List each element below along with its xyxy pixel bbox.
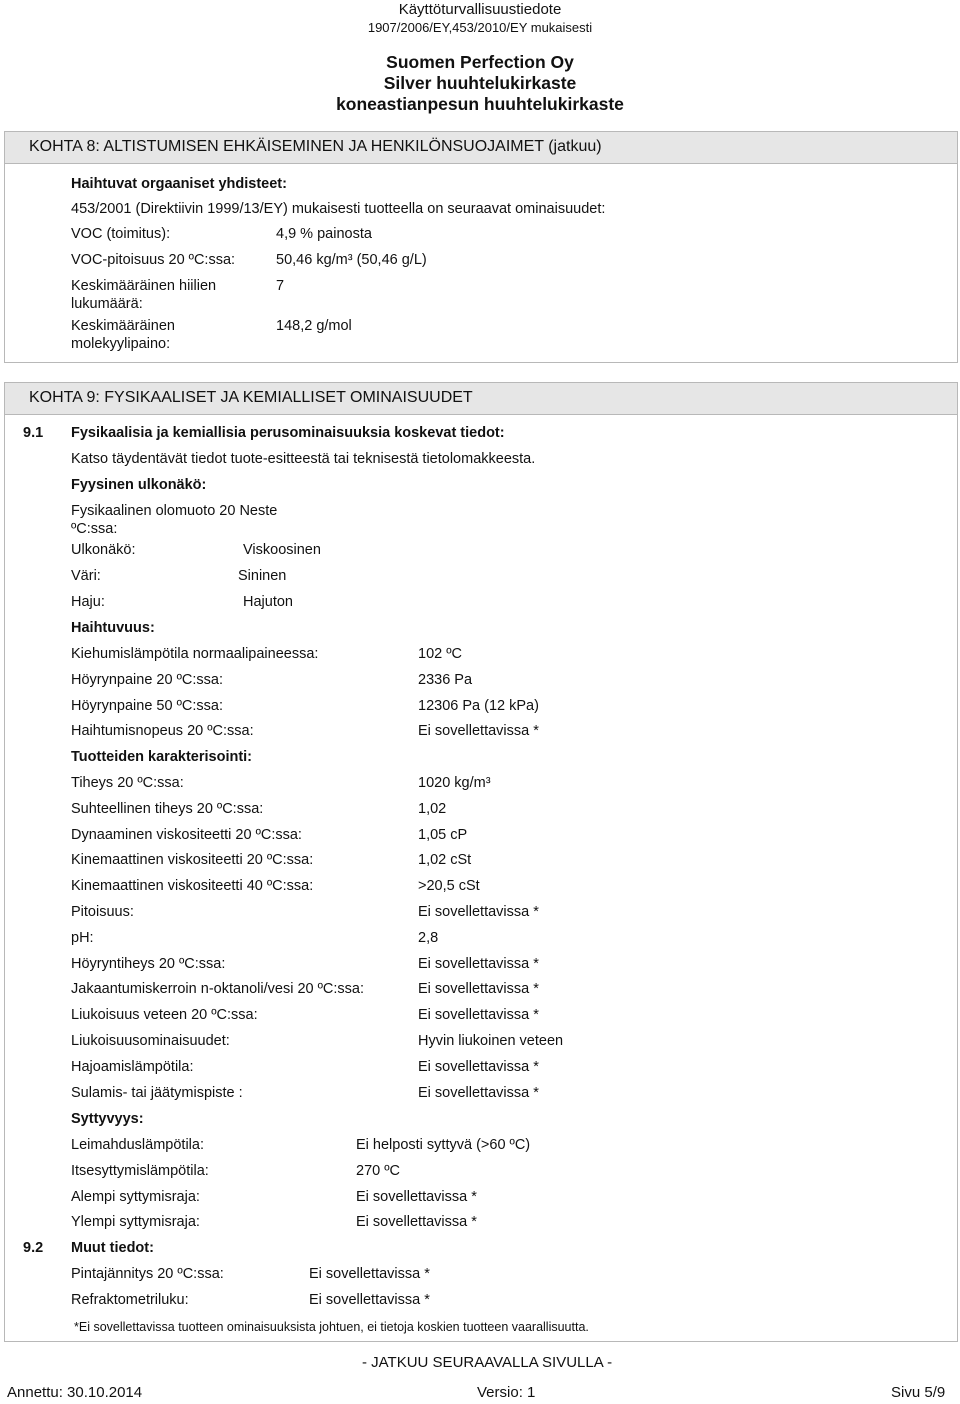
flammability-row-value: 270 ºC (356, 1162, 400, 1179)
appearance-label: Ulkonäkö: (71, 542, 136, 558)
characterisation-row-value: 2,8 (418, 929, 439, 946)
flammability-row-value: Ei sovellettavissa * (356, 1214, 477, 1231)
flammability-row-value: Ei helposti syttyvä (>60 ºC) (356, 1137, 531, 1153)
characterisation-row-label: Jakaantumiskerroin n-oktanoli/vesi 20 ºC:ssa: (71, 981, 365, 998)
subsection-9-1-title: Fysikaalisia ja kemiallisia perusominaisuuksia koskevat tiedot: (71, 425, 505, 441)
page-number: Sivu 5/9 (891, 1384, 946, 1401)
characterisation-row-value: 1020 kg/m³ (418, 775, 491, 791)
characterisation-row-label: Kinemaattinen viskositeetti 20 ºC:ssa: (71, 852, 314, 869)
odour-label: Haju: (71, 594, 105, 610)
characterisation-row-value: 1,02 (418, 800, 447, 817)
subsection-9-1-intro: Katso täydentävät tiedot tuote-esitteestä tai teknisestä tietolomakkeesta. (71, 451, 536, 467)
footnote: *Ei sovellettavissa tuotteen ominaisuuksista johtuen, ei tietoja koskien tuotteen vaarallisuutta. (74, 1320, 589, 1334)
other-info-row-value: Ei sovellettavissa * (309, 1266, 430, 1282)
colour-value: Sininen (238, 568, 287, 584)
characterisation-row-label: Hajoamislämpötila: (71, 1058, 194, 1075)
section-9-title: KOHTA 9: FYSIKAALISET JA KEMIALLISET OMINAISUUDET (29, 389, 473, 406)
characterisation-row-value: Hyvin liukoinen veteen (418, 1033, 564, 1049)
molar-mass-label-2: molekyylipaino: (71, 336, 171, 352)
volatility-heading: Haihtuvuus: (71, 620, 155, 636)
carbon-count-label: Keskimääräinen hiilien (71, 278, 217, 294)
physical-state-line-2: ºC:ssa: (71, 521, 118, 537)
characterisation-row-value: 1,02 cSt (418, 852, 472, 869)
appearance-heading: Fyysinen ulkonäkö: (71, 477, 207, 493)
carbon-count-value: 7 (276, 278, 285, 294)
product-name: Silver huuhtelukirkaste (383, 73, 577, 93)
section-8-title: KOHTA 8: ALTISTUMISEN EHKÄISEMINEN JA HENKILÖNSUOJAIMET (jatkuu) (29, 138, 602, 155)
flammability-row-label: Leimahduslämpötila: (71, 1137, 204, 1153)
characterisation-row-label: Höyryntiheys 20 ºC:ssa: (71, 955, 226, 972)
characterisation-row-value: Ei sovellettavissa * (418, 955, 539, 972)
characterisation-row-label: Tiheys 20 ºC:ssa: (71, 775, 184, 791)
voc-content-value: 50,46 kg/m³ (50,46 g/L) (276, 252, 427, 268)
characterisation-row-value: 1,05 cP (418, 826, 468, 843)
appearance-value: Viskoosinen (243, 542, 321, 558)
volatility-row-value: 102 ºC (418, 646, 462, 662)
characterisation-row-value: Ei sovellettavissa * (418, 1058, 539, 1075)
volatility-row-value: Ei sovellettavissa * (418, 723, 539, 740)
flammability-heading: Syttyvyys: (71, 1111, 144, 1127)
other-info-row-label: Refraktometriluku: (71, 1291, 189, 1308)
characterisation-row-label: pH: (71, 929, 94, 946)
characterisation-row-label: Suhteellinen tiheys 20 ºC:ssa: (71, 800, 264, 817)
characterisation-row-label: Dynaaminen viskositeetti 20 ºC:ssa: (71, 826, 302, 843)
voc-subheading: Haihtuvat orgaaniset yhdisteet: (71, 176, 287, 192)
characterisation-row-value: Ei sovellettavissa * (418, 1084, 539, 1101)
flammability-row-label: Itsesyttymislämpötila: (71, 1162, 209, 1179)
odour-value: Hajuton (243, 594, 293, 610)
section-9-header (4, 382, 958, 415)
characterisation-row-value: Ei sovellettavissa * (418, 1007, 539, 1024)
characterisation-row-value: Ei sovellettavissa * (418, 904, 539, 920)
characterisation-row-value: >20,5 cSt (418, 878, 480, 895)
characterisation-row-label: Pitoisuus: (71, 904, 134, 920)
section-8-header (4, 131, 958, 164)
volatility-row-label: Höyrynpaine 20 ºC:ssa: (71, 671, 223, 688)
characterisation-row-label: Kinemaattinen viskositeetti 40 ºC:ssa: (71, 878, 314, 895)
flammability-row-label: Alempi syttymisraja: (71, 1188, 200, 1205)
subsection-9-1-number: 9.1 (23, 425, 44, 441)
voc-content-label: VOC-pitoisuus 20 ºC:ssa: (71, 252, 236, 268)
company-name: Suomen Perfection Oy (386, 52, 574, 72)
physical-state-line: Fysikaalinen olomuoto 20 Neste (71, 503, 278, 519)
volatility-row-value: 12306 Pa (12 kPa) (418, 697, 539, 714)
voc-value: 4,9 % painosta (276, 226, 372, 242)
flammability-row-value: Ei sovellettavissa * (356, 1188, 477, 1205)
characterisation-row-value: Ei sovellettavissa * (418, 981, 539, 998)
characterisation-row-label: Liukoisuus veteen 20 ºC:ssa: (71, 1007, 258, 1024)
volatility-row-label: Höyrynpaine 50 ºC:ssa: (71, 697, 223, 714)
characterisation-row-label: Sulamis- tai jäätymispiste : (71, 1084, 243, 1101)
issue-date: Annettu: 30.10.2014 (7, 1384, 143, 1401)
subsection-9-2-number: 9.2 (23, 1240, 44, 1256)
characterisation-heading: Tuotteiden karakterisointi: (71, 749, 253, 765)
flammability-row-label: Ylempi syttymisraja: (71, 1214, 200, 1231)
voc-label: VOC (toimitus): (71, 226, 171, 242)
voc-intro: 453/2001 (Direktiivin 1999/13/EY) mukaisesti tuotteella on seuraavat ominaisuudet: (71, 201, 606, 217)
regulation-reference: 1907/2006/EY,453/2010/EY mukaisesti (367, 20, 593, 35)
continues-notice: - JATKUU SEURAAVALLA SIVULLA - (362, 1354, 613, 1371)
other-info-row-value: Ei sovellettavissa * (309, 1291, 430, 1308)
volatility-row-value: 2336 Pa (418, 671, 473, 688)
carbon-count-label-2: lukumäärä: (71, 296, 143, 312)
document-type: Käyttöturvallisuustiedote (398, 1, 562, 18)
version: Versio: 1 (477, 1384, 536, 1401)
molar-mass-label: Keskimääräinen (71, 318, 175, 334)
volatility-row-label: Kiehumislämpötila normaalipaineessa: (71, 646, 319, 662)
subsection-9-2-title: Muut tiedot: (71, 1240, 154, 1256)
colour-label: Väri: (71, 568, 101, 584)
volatility-row-label: Haihtumisnopeus 20 ºC:ssa: (71, 723, 254, 740)
product-description: koneastianpesun huuhtelukirkaste (336, 94, 624, 114)
other-info-row-label: Pintajännitys 20 ºC:ssa: (71, 1266, 224, 1282)
characterisation-row-label: Liukoisuusominaisuudet: (71, 1033, 230, 1049)
molar-mass-value: 148,2 g/mol (276, 318, 352, 334)
